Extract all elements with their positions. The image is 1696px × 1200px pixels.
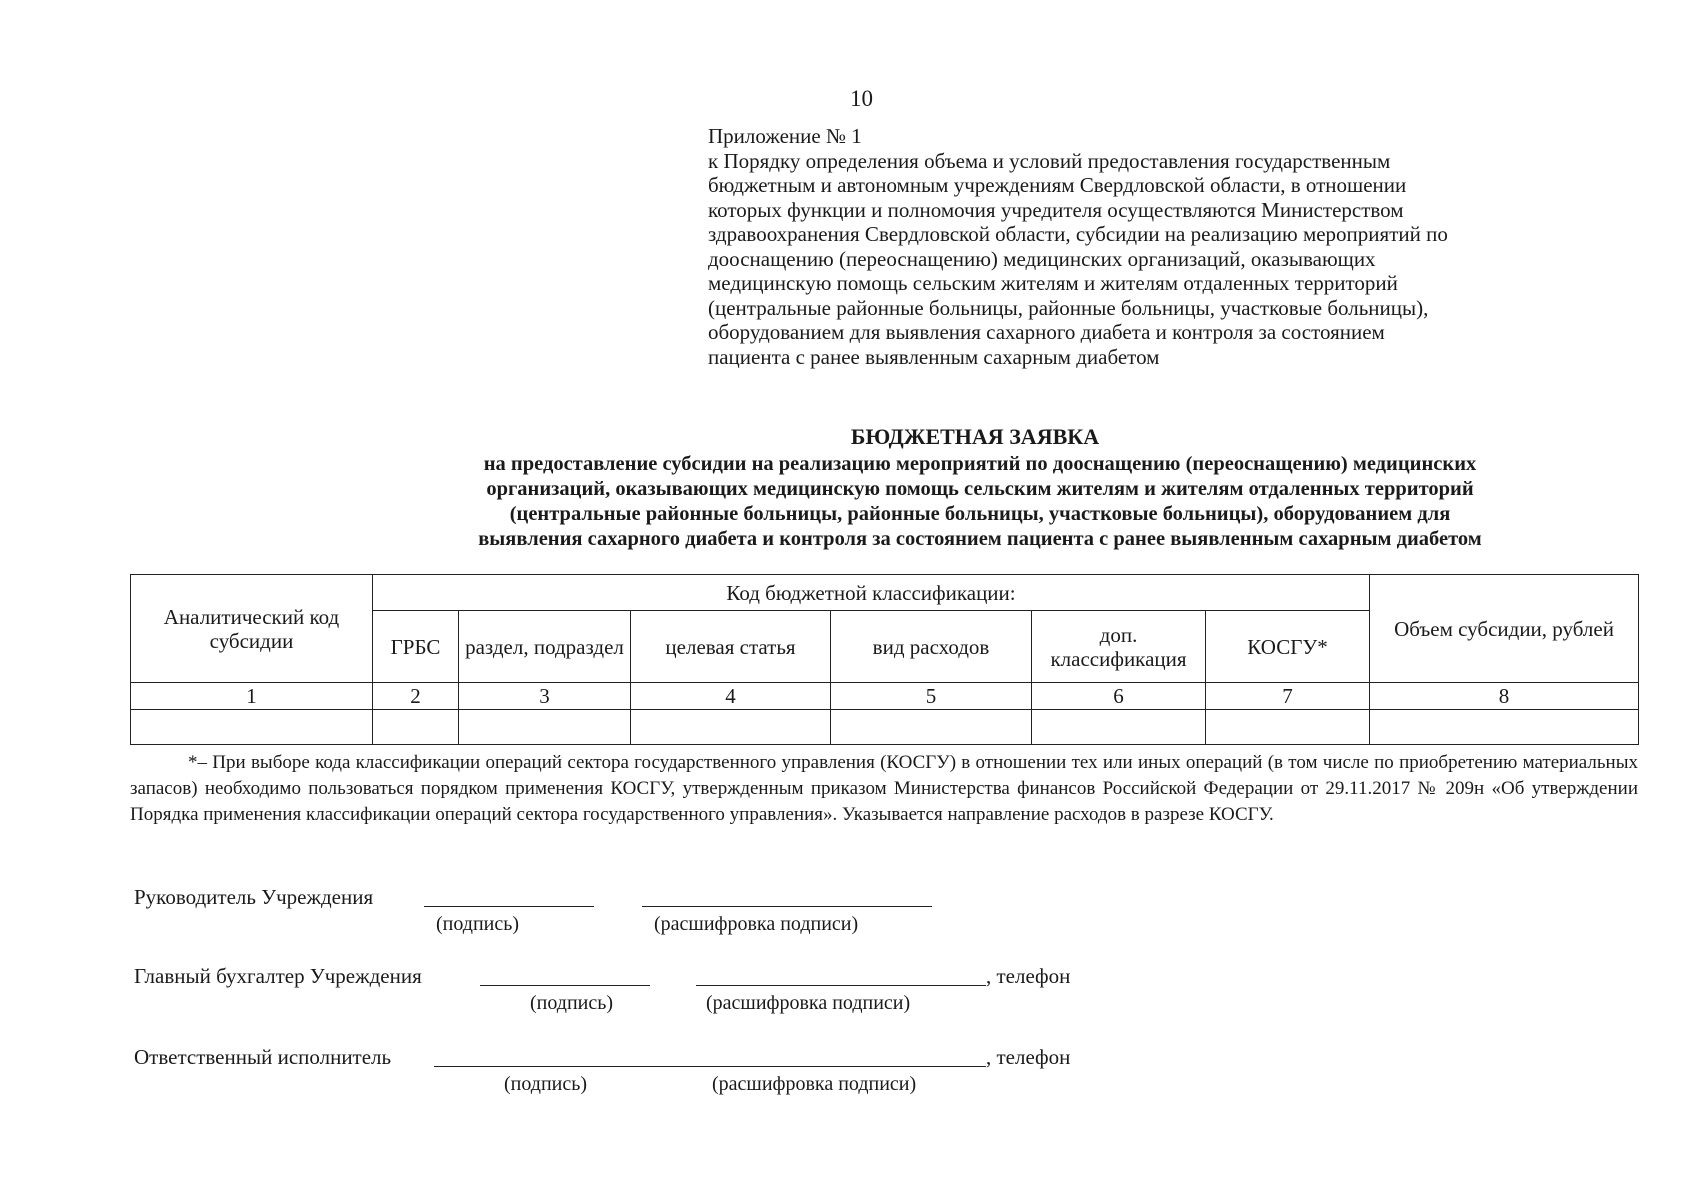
header-target-article: целевая статья (631, 611, 831, 683)
appendix-line: пациента с ранее выявленным сахарным диабетом (708, 344, 1160, 369)
signature-accountant-transcript-line (696, 984, 986, 986)
header-additional-classification: доп. классификация (1032, 611, 1206, 683)
subtitle-line: на предоставление субсидии на реализацию мероприятий по дооснащению (переоснащению) медицинских (483, 453, 1477, 475)
signature-executor-sign-caption: (подпись) (504, 1073, 588, 1095)
signature-executor-phone: , телефон (986, 1045, 1071, 1069)
signature-executor-line (434, 1065, 986, 1067)
table-cell (831, 710, 1032, 745)
appendix-line: которых функции и полномочия учредителя осуществляются Министерством (708, 197, 1404, 222)
header-kosgu: КОСГУ* (1206, 611, 1370, 683)
header-expense-type: вид расходов (831, 611, 1032, 683)
footnote: *– При выборе кода классификации операций сектора государственного управления (КОСГУ) в отношении тех или иных операций (в том числе по приобретению материальных запасов) необходимо пользоваться порядком применения КОСГУ, утвержденным приказом Министерства финансов Российской Федерации от 29.11.2017 № 209н «Об утверждении Порядка применения классификации операций сектора государственного управления». Указывается направление расходов в разрезе КОСГУ. (130, 752, 1638, 825)
table-cell (1370, 710, 1639, 745)
table-cell (631, 710, 831, 745)
column-number: 3 (459, 683, 631, 710)
document-subtitle (380, 452, 1580, 552)
appendix-line: здравоохранения Свердловской области, субсидии на реализацию мероприятий по (708, 222, 1448, 246)
header-grbs: ГРБС (373, 611, 459, 683)
column-number: 2 (373, 683, 459, 710)
signature-head-sign-caption: (подпись) (436, 913, 520, 935)
budget-table (130, 574, 1639, 745)
subtitle-line: выявления сахарного диабета и контроля за состоянием пациента с ранее выявленным сахарным диабетом (478, 528, 1482, 550)
appendix-line: медицинскую помощь сельским жителям и жителям отдаленных территорий (708, 271, 1398, 295)
signature-accountant-sign-line (480, 984, 650, 986)
column-number: 5 (831, 683, 1032, 710)
signature-executor (134, 1045, 1134, 1105)
signature-head-label: Руководитель Учреждения (134, 885, 374, 909)
column-number: 6 (1032, 683, 1206, 710)
signature-accountant-label: Главный бухгалтер Учреждения (134, 964, 422, 988)
table-cell (373, 710, 459, 745)
table-cell (459, 710, 631, 745)
column-number: 4 (631, 683, 831, 710)
document-title: БЮДЖЕТНАЯ ЗАЯВКА (850, 424, 1100, 449)
table-cell (1206, 710, 1370, 745)
column-number: 7 (1206, 683, 1370, 710)
signature-executor-label: Ответственный исполнитель (134, 1045, 392, 1069)
signature-head-transcript-caption: (расшифровка подписи) (654, 913, 859, 935)
signature-accountant-sign-caption: (подпись) (530, 992, 614, 1014)
table-cell (131, 710, 373, 745)
signature-head-transcript-line (642, 905, 932, 907)
signature-executor-transcript-caption: (расшифровка подписи) (712, 1073, 917, 1095)
header-section: раздел, подраздел (459, 611, 631, 683)
header-analytic-code: Аналитический код субсидии (131, 575, 373, 683)
table-cell (1032, 710, 1206, 745)
subtitle-line: организаций, оказывающих медицинскую помощь сельским жителям и жителям отдаленных территорий (486, 478, 1474, 500)
appendix-title: Приложение № 1 (708, 124, 862, 148)
signature-accountant (134, 964, 1134, 1024)
appendix-header (708, 124, 1608, 369)
signature-accountant-phone: , телефон (986, 964, 1071, 988)
appendix-line: бюджетным и автономным учреждениям Свердловской области, в отношении (708, 173, 1407, 197)
signature-head-sign-line (424, 905, 594, 907)
header-budget-classification: Код бюджетной классификации: (373, 575, 1370, 611)
column-number: 8 (1370, 683, 1639, 710)
appendix-line: (центральные районные больницы, районные больницы, участковые больницы), (708, 295, 1429, 320)
appendix-line: дооснащению (переоснащению) медицинских организаций, оказывающих (708, 246, 1376, 271)
signature-accountant-transcript-caption: (расшифровка подписи) (706, 992, 911, 1014)
column-number: 1 (131, 683, 373, 710)
appendix-line: к Порядку определения объема и условий предоставления государственным (708, 148, 1391, 173)
table-row (131, 710, 1639, 745)
header-subsidy-volume: Объем субсидии, рублей (1370, 575, 1639, 683)
page-number: 10 (850, 86, 873, 111)
column-number-row (131, 683, 1639, 710)
signature-head (134, 885, 1034, 945)
appendix-line: оборудованием для выявления сахарного диабета и контроля за состоянием (708, 320, 1385, 344)
subtitle-line: (центральные районные больницы, районные больницы, участковые больницы), оборудованием для (509, 503, 1451, 525)
